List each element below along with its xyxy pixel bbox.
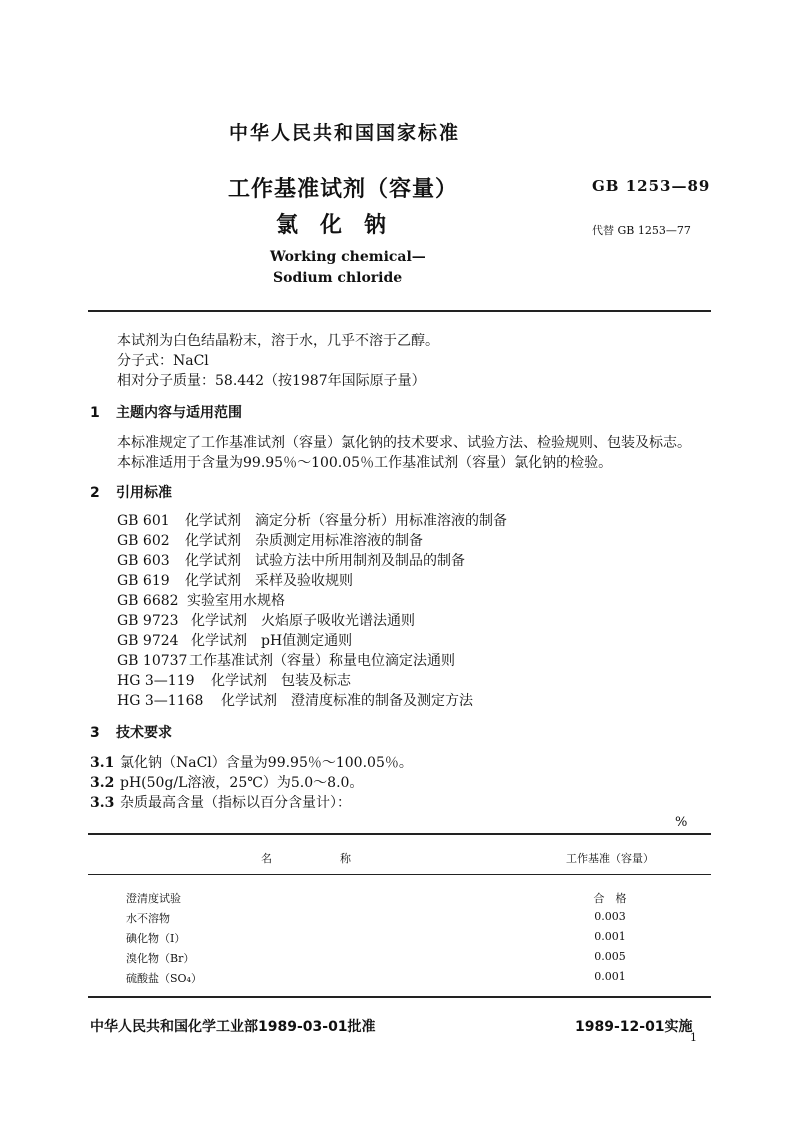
section-1-title: 主题内容与适用范围 [116,405,242,421]
standard-name: 工作基准试剂（容量）称量电位滴定法通则 [189,653,455,669]
issuing-organization: 中华人民共和国国家标准 [229,122,461,144]
approval-statement: 中华人民共和国化学工业部1989-03-01批准 [90,1019,376,1035]
standard-number: GB 602 [117,533,170,549]
standard-name: 化学试剂 采样及验收规则 [185,573,353,589]
referenced-standard [117,630,352,650]
table-row-name: 碘化物（I） [126,932,186,945]
standard-name: 化学试剂 pH值测定通则 [191,633,353,649]
table-bottom-rule [88,996,711,998]
table-row-value: 0.001 [594,930,626,943]
table-row-name: 溴化物（Br） [126,952,195,965]
section-1-number: 1 [90,405,100,421]
header-divider [88,310,711,312]
table-row-name: 硫酸盐（SO₄） [126,972,202,985]
requirement-item [90,792,351,812]
requirement-item [90,772,363,792]
standard-name: 化学试剂 包装及标志 [211,673,351,689]
table-unit: % [675,815,688,830]
requirement-number: 3.2 [90,775,115,791]
referenced-standard [117,570,353,590]
standard-name: 化学试剂 试验方法中所用制剂及制品的制备 [185,553,465,569]
section-3-heading [90,722,172,742]
table-row-value: 0.005 [594,950,626,963]
intro-molecular-mass: 相对分子质量：58.442（按1987年国际原子量） [117,373,426,389]
standard-number: GB 6682 [117,593,179,609]
table-header-value: 工作基准（容量） [566,852,654,865]
english-title-line1: Working chemical— [270,249,426,265]
table-row-name: 澄清度试验 [126,892,181,905]
intro-description: 本试剂为白色结晶粉末，溶于水，几乎不溶于乙醇。 [117,333,439,349]
table-header-name-1: 名 [261,852,272,865]
referenced-standard [117,610,415,630]
requirement-number: 3.3 [90,795,115,811]
referenced-standard [117,670,351,690]
requirement-number: 3.1 [90,755,115,771]
page-number: 1 [690,1031,697,1044]
standard-title-line2: 氯化钠 [276,213,409,238]
standard-name: 化学试剂 火焰原子吸收光谱法通则 [191,613,415,629]
standard-number: GB 10737 [117,653,188,669]
table-row-value: 0.001 [594,970,626,983]
standard-number: HG 3—1168 [117,693,204,709]
intro-formula: 分子式：NaCl [117,353,209,369]
referenced-standard [117,690,473,710]
table-row-name: 水不溶物 [126,912,170,925]
section-2-heading [90,482,172,502]
section-3-number: 3 [90,725,100,741]
table-row-value: 合 格 [593,892,627,905]
standard-number: HG 3—119 [117,673,195,689]
standard-name: 实验室用水规格 [187,593,285,609]
referenced-standard [117,550,465,570]
requirement-text: 杂质最高含量（指标以百分含量计）： [120,795,351,811]
requirement-item [90,752,413,772]
standard-number: GB 601 [117,513,170,529]
standard-number: GB 9723 [117,613,179,629]
standard-name: 化学试剂 滴定分析（容量分析）用标准溶液的制备 [185,513,507,529]
english-title-line2: Sodium chloride [273,270,403,286]
effective-date: 1989-12-01实施 [575,1019,693,1035]
standard-title-line1: 工作基准试剂（容量） [228,177,459,202]
table-header-name-2: 称 [340,852,351,865]
table-header-rule [88,874,711,875]
section-2-number: 2 [90,485,100,501]
standard-number: GB 9724 [117,633,179,649]
referenced-standard [117,510,507,530]
requirement-text: 氯化钠（NaCl）含量为99.95％～100.05％。 [120,755,413,771]
replaces-standard: 代替 GB 1253—77 [592,224,691,237]
section-1-paragraph: 本标准规定了工作基准试剂（容量）氯化钠的技术要求、试验方法、检验规则、包装及标志。 [117,435,691,451]
section-2-title: 引用标准 [116,485,172,501]
requirement-text: pH(50g/L溶液，25℃）为5.0～8.0。 [120,775,364,791]
standard-name: 化学试剂 杂质测定用标准溶液的制备 [185,533,423,549]
standard-name: 化学试剂 澄清度标准的制备及测定方法 [221,693,473,709]
referenced-standard [117,590,285,610]
standard-number: GB 603 [117,553,170,569]
standard-code: GB 1253—89 [592,177,711,195]
section-1-heading [90,402,242,422]
table-top-rule [88,833,711,835]
section-3-title: 技术要求 [116,725,172,741]
standard-number: GB 619 [117,573,170,589]
referenced-standard [117,530,423,550]
table-row-value: 0.003 [594,910,626,923]
section-1-paragraph: 本标准适用于含量为99.95％～100.05％工作基准试剂（容量）氯化钠的检验。 [117,455,613,471]
referenced-standard [117,650,455,670]
